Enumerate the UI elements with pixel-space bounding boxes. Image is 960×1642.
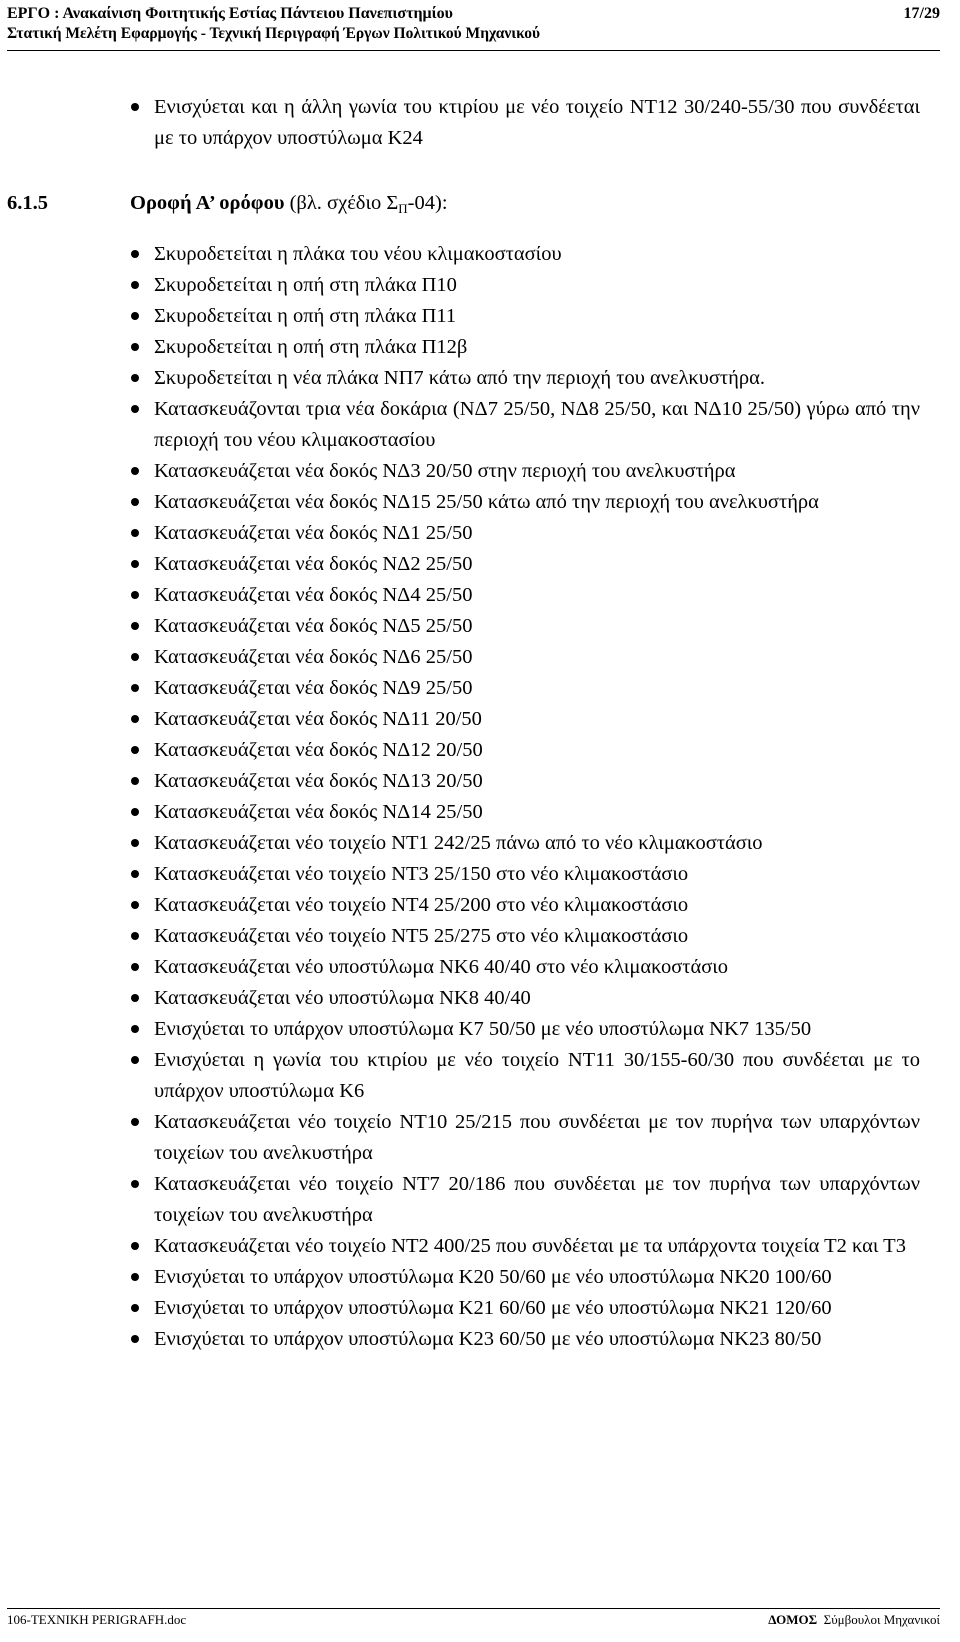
list-item: Σκυροδετείται η πλάκα του νέου κλιμακοστασίου [130, 239, 920, 270]
list-item: Σκυροδετείται η οπή στη πλάκα Π10 [130, 270, 920, 301]
list-item: Κατασκευάζεται νέο τοιχείο ΝΤ4 25/200 στο νέο κλιμακοστάσιο [130, 890, 920, 921]
list-item: Κατασκευάζεται νέα δοκός ΝΔ6 25/50 [130, 642, 920, 673]
list-item: Κατασκευάζεται νέα δοκός ΝΔ4 25/50 [130, 580, 920, 611]
list-item: Κατασκευάζεται νέο υποστύλωμα ΝΚ8 40/40 [130, 983, 920, 1014]
header-divider [7, 50, 940, 51]
page-number: 17/29 [903, 5, 940, 22]
header-top-line [7, 4, 940, 24]
list-item: Σκυροδετείται η νέα πλάκα ΝΠ7 κάτω από την περιοχή του ανελκυστήρα. [130, 363, 920, 394]
list-item: Κατασκευάζεται νέο τοιχείο ΝΤ2 400/25 που συνδέεται με τα υπάρχοντα τοιχεία Τ2 και Τ3 [130, 1231, 920, 1262]
list-item: Κατασκευάζεται νέο τοιχείο ΝΤ5 25/275 στο νέο κλιμακοστάσιο [130, 921, 920, 952]
list-item: Ενισχύεται το υπάρχον υποστύλωμα Κ21 60/60 με νέο υποστύλωμα ΝΚ21 120/60 [130, 1293, 920, 1324]
list-item: Κατασκευάζεται νέο τοιχείο ΝΤ1 242/25 πάνω από το νέο κλιμακοστάσιο [130, 828, 920, 859]
list-item: Κατασκευάζεται νέα δοκός ΝΔ9 25/50 [130, 673, 920, 704]
list-item: Κατασκευάζονται τρια νέα δοκάρια (ΝΔ7 25/50, ΝΔ8 25/50, και ΝΔ10 25/50) γύρω από την περιοχή του νέου κλιμακοστασίου [130, 394, 920, 456]
section-title: Οροφή Α’ ορόφου [130, 192, 285, 214]
list-item: Κατασκευάζεται νέα δοκός ΝΔ15 25/50 κάτω από την περιοχή του ανελκυστήρα [130, 487, 920, 518]
document-subtitle: Στατική Μελέτη Εφαρμογής - Τεχνική Περιγραφή Έργων Πολιτικού Μηχανικού [7, 25, 541, 42]
list-item: Κατασκευάζεται νέο τοιχείο ΝΤ7 20/186 που συνδέεται με τον πυρήνα των υπαρχόντων τοιχείων του ανελκυστήρα [130, 1169, 920, 1231]
footer-divider [7, 1608, 940, 1609]
page-footer [7, 1612, 940, 1628]
list-item: Κατασκευάζεται νέο υποστύλωμα ΝΚ6 40/40 στο νέο κλιμακοστάσιο [130, 952, 920, 983]
section-heading [7, 188, 448, 224]
list-item: Κατασκευάζεται νέα δοκός ΝΔ13 20/50 [130, 766, 920, 797]
section-ref-suffix: -04): [407, 192, 448, 214]
list-item: Κατασκευάζεται νέα δοκός ΝΔ2 25/50 [130, 549, 920, 580]
page-header [7, 4, 940, 44]
work-items-list [130, 239, 920, 1355]
list-item: Κατασκευάζεται νέα δοκός ΝΔ14 25/50 [130, 797, 920, 828]
list-item: Σκυροδετείται η οπή στη πλάκα Π11 [130, 301, 920, 332]
footer-company-description: Σύμβουλοι Μηχανικοί [823, 1612, 940, 1627]
intro-bullet-list [130, 92, 920, 154]
list-item: Ενισχύεται και η άλλη γωνία του κτιρίου με νέο τοιχείο ΝΤ12 30/240-55/30 που συνδέεται με το υπάρχον υποστύλωμα Κ24 [130, 92, 920, 154]
list-item: Ενισχύεται το υπάρχον υποστύλωμα Κ7 50/50 με νέο υποστύλωμα ΝΚ7 135/50 [130, 1014, 920, 1045]
list-item: Ενισχύεται το υπάρχον υποστύλωμα Κ23 60/50 με νέο υποστύλωμα ΝΚ23 80/50 [130, 1324, 920, 1355]
list-item: Σκυροδετείται η οπή στη πλάκα Π12β [130, 332, 920, 363]
list-item: Κατασκευάζεται νέα δοκός ΝΔ3 20/50 στην περιοχή του ανελκυστήρα [130, 456, 920, 487]
section-number: 6.1.5 [7, 192, 48, 214]
list-item: Ενισχύεται το υπάρχον υποστύλωμα Κ20 50/60 με νέο υποστύλωμα ΝΚ20 100/60 [130, 1262, 920, 1293]
list-item: Κατασκευάζεται νέα δοκός ΝΔ11 20/50 [130, 704, 920, 735]
section-ref-prefix: (βλ. σχέδιο Σ [289, 192, 399, 214]
list-item: Ενισχύεται η γωνία του κτιρίου με νέο τοιχείο ΝΤ11 30/155-60/30 που συνδέεται με το υπάρχον υποστύλωμα Κ6 [130, 1045, 920, 1107]
footer-filename: 106-ΤΕΧΝΙΚΗ PERIGRAFH.doc [7, 1612, 187, 1627]
footer-company-name: ΔΟΜΟΣ [768, 1612, 818, 1627]
list-item: Κατασκευάζεται νέα δοκός ΝΔ1 25/50 [130, 518, 920, 549]
footer-company-block [768, 1612, 940, 1628]
list-item: Κατασκευάζεται νέα δοκός ΝΔ12 20/50 [130, 735, 920, 766]
list-item: Κατασκευάζεται νέα δοκός ΝΔ5 25/50 [130, 611, 920, 642]
list-item: Κατασκευάζεται νέο τοιχείο ΝΤ3 25/150 στο νέο κλιμακοστάσιο [130, 859, 920, 890]
project-title: ΕΡΓΟ : Ανακαίνιση Φοιτητικής Εστίας Πάντειου Πανεπιστημίου [7, 5, 453, 22]
section-drawing-reference [290, 192, 448, 214]
section-ref-subscript: Π [398, 201, 408, 216]
list-item: Κατασκευάζεται νέο τοιχείο ΝΤ10 25/215 που συνδέεται με τον πυρήνα των υπαρχόντων τοιχείων του ανελκυστήρα [130, 1107, 920, 1169]
